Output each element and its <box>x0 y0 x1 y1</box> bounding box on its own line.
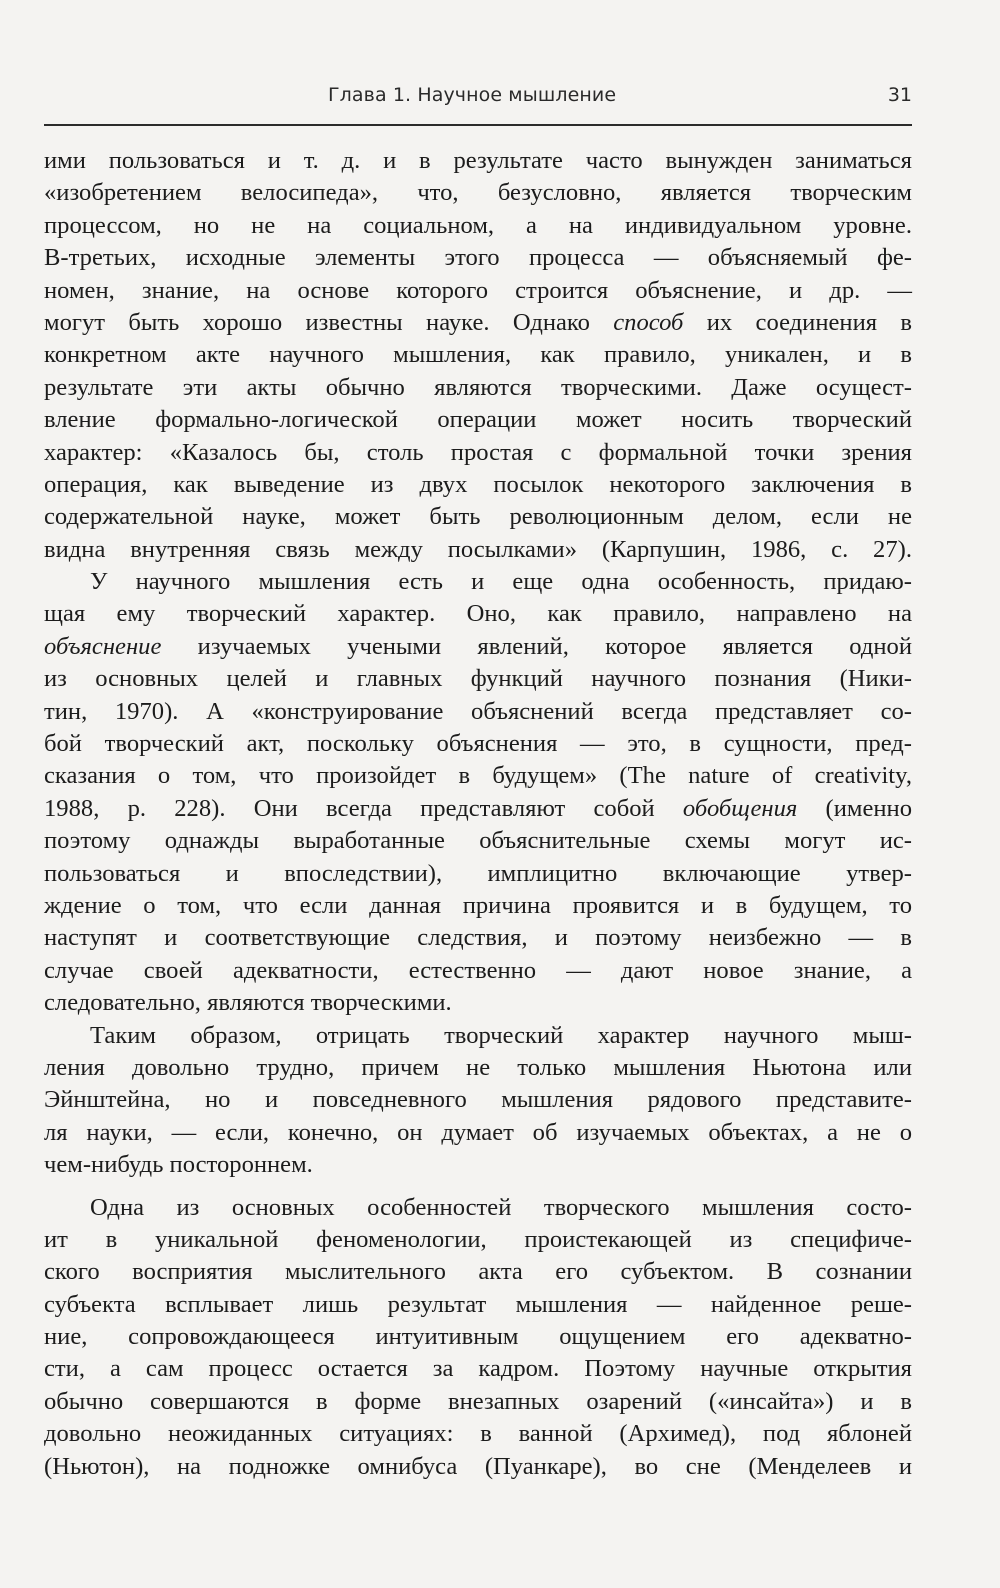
text-line: довольно неожиданных ситуациях: в ванной (Архимед), под яблоней <box>44 1420 912 1448</box>
text-line: Одна из основных особенностей творческого мышления состо- <box>90 1193 912 1221</box>
text-line: процессом, но не на социальном, а на индивидуальном уровне. <box>44 211 912 239</box>
text-line: тин, 1970). А «конструирование объяснений всегда представляет со- <box>44 697 912 725</box>
text-run: изучаемых учеными явлений, которое является одной <box>161 632 912 660</box>
text-line: конкретном акте научного мышления, как правило, уникален, и в <box>44 341 912 369</box>
text-line: Эйнштейна, но и повседневного мышления рядового представите- <box>44 1086 912 1114</box>
text-line: номен, знание, на основе которого строится объяснение, и др. — <box>44 276 912 304</box>
text-line <box>44 307 912 339</box>
running-header <box>44 84 912 118</box>
text-line: бой творческий акт, поскольку объяснения — это, в сущности, пред- <box>44 730 912 758</box>
text-run: могут быть хорошо известны науке. Однако <box>44 308 614 336</box>
text-line: Таким образом, отрицать творческий характер научного мыш- <box>90 1021 912 1049</box>
text-line: У научного мышления есть и еще одна особенность, придаю- <box>90 568 912 596</box>
header-rule <box>44 124 912 126</box>
italic-term: объяснение <box>44 632 162 660</box>
paragraph-gap <box>44 1182 912 1192</box>
text-line: ля науки, — если, конечно, он думает об изучаемых объектах, а не о <box>44 1118 912 1146</box>
text-run: (именно <box>797 794 912 822</box>
text-line: ние, сопровождающееся интуитивным ощущением его адекватно- <box>44 1323 912 1351</box>
text-line: В-третьих, исходные элементы этого процесса — объясняемый фе- <box>44 244 912 272</box>
text-line: характер: «Казалось бы, столь простая с формальной точки зрения <box>44 438 912 466</box>
text-line: ления довольно трудно, причем не только мышления Ньютона или <box>44 1053 912 1081</box>
text-line: содержательной науке, может быть революционным делом, если не <box>44 503 912 531</box>
text-line: следовательно, являются творческими. <box>44 989 452 1017</box>
paragraph <box>44 145 912 566</box>
text-line: (Ньютон), на подножке омнибуса (Пуанкаре), во сне (Менделеев и <box>44 1452 912 1480</box>
page-number: 31 <box>887 84 912 106</box>
paragraph <box>44 1192 912 1484</box>
text-line: ждение о том, что если данная причина проявится и в будущем, то <box>44 891 912 919</box>
paragraph <box>44 1020 912 1182</box>
body-text <box>44 145 912 1483</box>
italic-term: способ <box>613 308 684 336</box>
text-line: ит в уникальной феноменологии, проистекающей из специфиче- <box>44 1225 912 1253</box>
text-line: обычно совершаются в форме внезапных озарений («инсайта») и в <box>44 1387 912 1415</box>
text-line: сти, а сам процесс остается за кадром. Поэтому научные открытия <box>44 1355 912 1383</box>
text-line: случае своей адекватности, естественно — дают новое знание, а <box>44 956 912 984</box>
text-line: из основных целей и главных функций научного познания (Ники- <box>44 665 912 693</box>
text-line: вление формально-логической операции может носить творческий <box>44 406 912 434</box>
text-line: щая ему творческий характер. Оно, как правило, направлено на <box>44 600 912 628</box>
paragraph <box>44 566 912 1019</box>
text-line: «изобретением велосипеда», что, безусловно, является творческим <box>44 179 912 207</box>
text-line: пользоваться и впоследствии), имплицитно включающие утвер- <box>44 859 912 887</box>
text-line: наступят и соответствующие следствия, и поэтому неизбежно — в <box>44 924 912 952</box>
text-line: операция, как выведение из двух посылок некоторого заключения в <box>44 470 912 498</box>
text-line: видна внутренняя связь между посылками» (Карпушин, 1986, с. 27). <box>44 535 912 563</box>
italic-term: обобщения <box>682 794 798 822</box>
text-run: их соединения в <box>683 308 912 336</box>
text-line <box>44 793 912 825</box>
text-line: чем-нибудь постороннем. <box>44 1151 313 1179</box>
text-run: 1988, p. 228). Они всегда представляют собой <box>44 794 683 822</box>
chapter-title: Глава 1. Научное мышление <box>328 84 617 106</box>
text-line: результате эти акты обычно являются творческими. Даже осущест- <box>44 373 912 401</box>
text-line: сказания о том, что произойдет в будущем» (The nature of creativity, <box>44 762 912 790</box>
text-line: ими пользоваться и т. д. и в результате часто вынужден заниматься <box>44 147 912 174</box>
text-line: субъекта всплывает лишь результат мышления — найденное реше- <box>44 1290 912 1318</box>
text-line: поэтому однажды выработанные объяснительные схемы могут ис- <box>44 827 912 855</box>
text-line: ского восприятия мыслительного акта его субъектом. В сознании <box>44 1258 912 1286</box>
text-line <box>44 631 912 663</box>
